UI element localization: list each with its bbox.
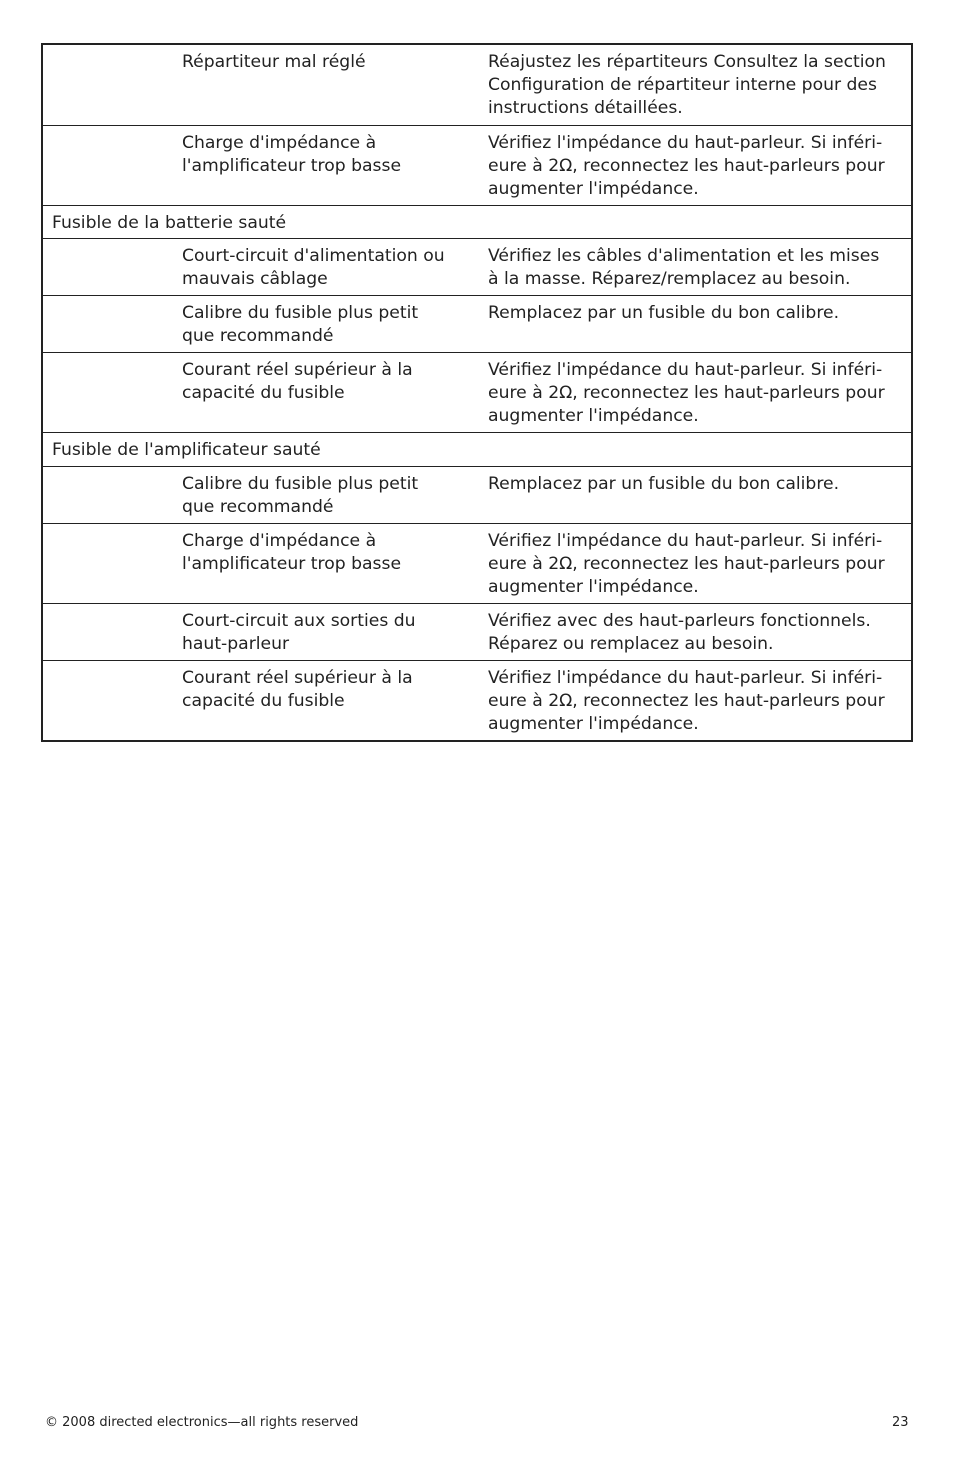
solution-cell: Vérifiez l'impédance du haut-parleur. Si inféri- eure à 2Ω, reconnectez les haut-parleurs pour augmenter l'impédance. — [488, 531, 885, 597]
section-header: Fusible de la batterie sauté — [52, 213, 287, 233]
solution-cell: Vérifiez les câbles d'alimentation et les mises à la masse. Réparez/remplacez au besoin. — [488, 246, 880, 289]
cause-cell: Court-circuit aux sorties du haut-parleur — [182, 611, 416, 654]
cause-cell: Calibre du fusible plus petit que recommandé — [182, 303, 419, 346]
table-row — [43, 603, 911, 660]
solution-cell: Vérifiez l'impédance du haut-parleur. Si inféri- eure à 2Ω, reconnectez les haut-parleurs pour augmenter l'impédance. — [488, 360, 885, 426]
table-row — [43, 523, 911, 603]
solution-cell: Vérifiez l'impédance du haut-parleur. Si inféri- eure à 2Ω, reconnectez les haut-parleurs pour augmenter l'impédance. — [488, 133, 885, 199]
table-row — [43, 45, 911, 125]
solution-cell: Remplacez par un fusible du bon calibre. — [488, 474, 840, 494]
cause-cell: Charge d'impédance à l'amplificateur trop basse — [182, 531, 402, 574]
table-row — [43, 466, 911, 523]
cause-cell: Répartiteur mal réglé — [182, 52, 366, 72]
solution-cell: Remplacez par un fusible du bon calibre. — [488, 303, 840, 323]
solution-cell: Vérifiez avec des haut-parleurs fonctionnels. Réparez ou remplacez au besoin. — [488, 611, 871, 654]
section-header-row — [43, 432, 911, 466]
table-row — [43, 125, 911, 205]
table-row — [43, 660, 911, 740]
cause-cell: Court-circuit d'alimentation ou mauvais câblage — [182, 246, 445, 289]
section-header-row — [43, 205, 911, 238]
table-row — [43, 295, 911, 352]
solution-cell: Vérifiez l'impédance du haut-parleur. Si inféri- eure à 2Ω, reconnectez les haut-parleurs pour augmenter l'impédance. — [488, 668, 885, 734]
troubleshooting-table — [41, 43, 913, 742]
table-row — [43, 238, 911, 295]
cause-cell: Courant réel supérieur à la capacité du fusible — [182, 668, 413, 711]
cause-cell: Charge d'impédance à l'amplificateur trop basse — [182, 133, 402, 176]
cause-cell: Calibre du fusible plus petit que recommandé — [182, 474, 419, 517]
table-row — [43, 352, 911, 432]
copyright-text: © 2008 directed electronics—all rights reserved — [45, 1415, 359, 1430]
cause-cell: Courant réel supérieur à la capacité du fusible — [182, 360, 413, 403]
page-number: 23 — [892, 1415, 909, 1430]
solution-cell: Réajustez les répartiteurs Consultez la section Configuration de répartiteur interne pour des instructions détaillées. — [488, 52, 886, 118]
section-header: Fusible de l'amplificateur sauté — [52, 440, 321, 460]
